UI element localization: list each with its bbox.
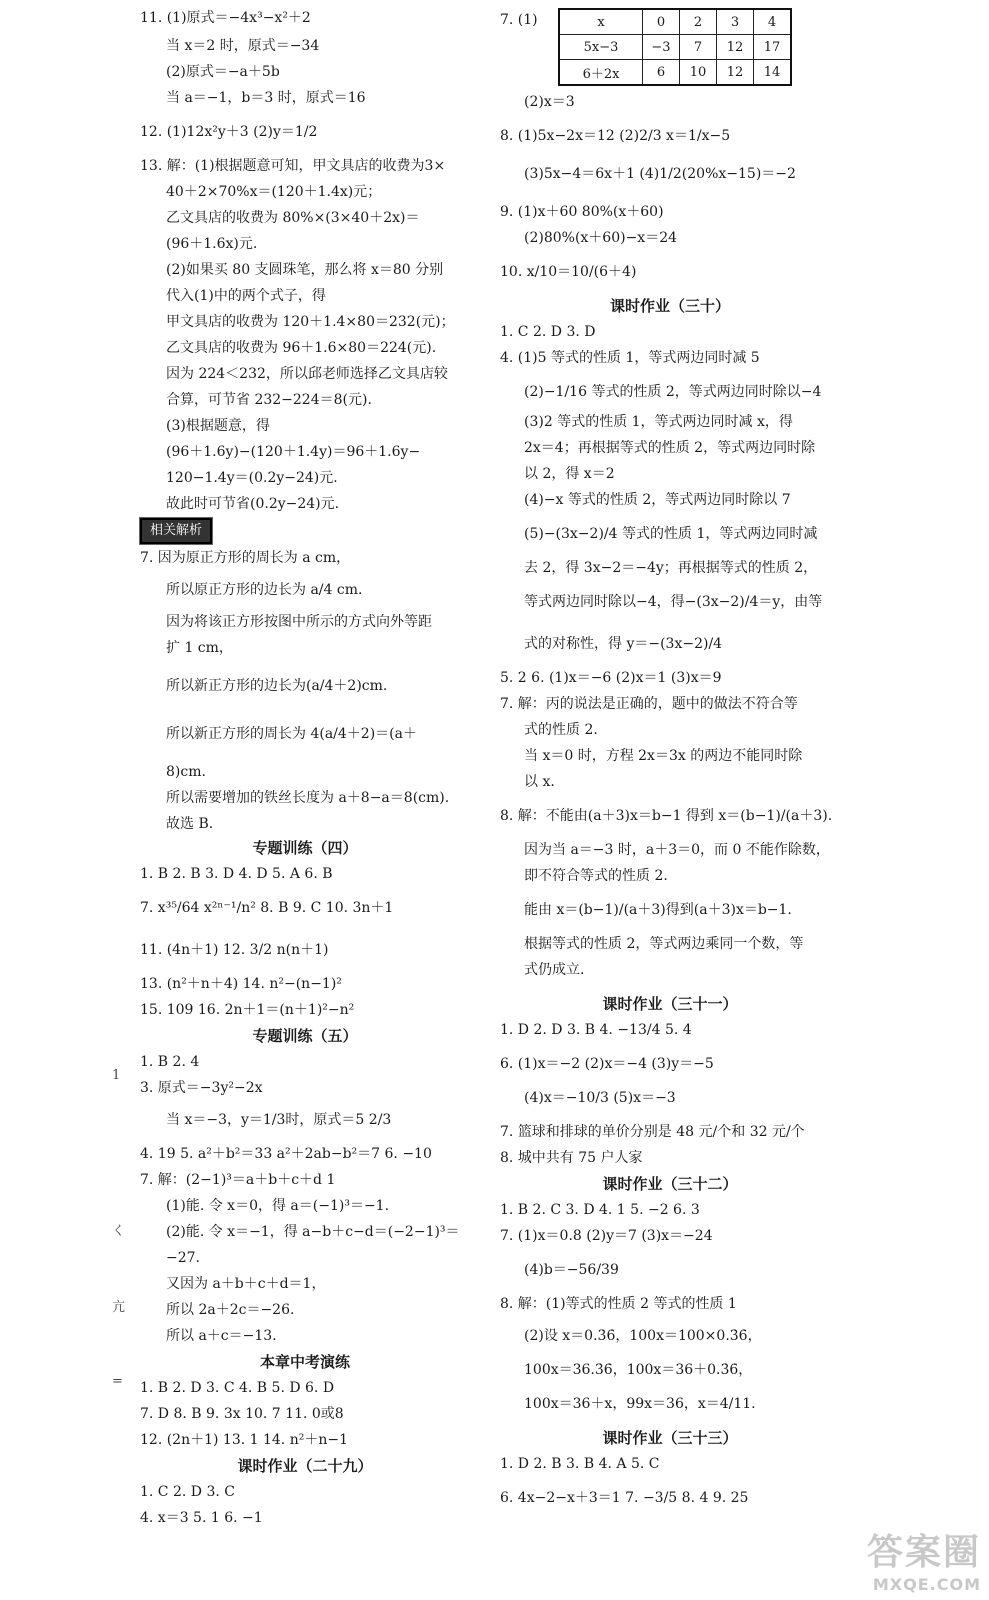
answer-line: 11. (4n＋1) 12. 3/2 n(n＋1) — [140, 942, 329, 958]
answer-line: (3)根据题意，得 — [166, 418, 270, 434]
answer-line: 13. (n²＋n＋4) 14. n²−(n−1)² — [140, 976, 342, 992]
section-heading: 专题训练（四） — [252, 839, 358, 857]
answer-line: (3)5x−4＝6x＋1 (4)1/2(20%x−15)＝−2 — [524, 166, 796, 182]
answer-line: (96＋1.6x)元. — [166, 236, 258, 252]
margin-mark: 亢 — [112, 1300, 126, 1315]
answer-line: 所以 a＋c＝−13. — [166, 1328, 277, 1344]
answer-line: 即不符合等式的性质 2. — [524, 868, 668, 884]
answer-line: 7. 解：(2−1)³＝a＋b＋c＋d 1 — [140, 1172, 336, 1188]
answer-line: 当 x＝2 时，原式＝−34 — [166, 38, 320, 54]
answer-line: 1. B 2. C 3. D 4. 1 5. −2 6. 3 — [500, 1202, 700, 1218]
answer-line: 12. (1)12x²y＋3 (2)y＝1/2 — [140, 124, 318, 140]
table-cell: 6 — [643, 60, 680, 86]
answer-line: (2)80%(x＋60)−x＝24 — [524, 230, 678, 246]
answer-line: 式仍成立. — [524, 962, 585, 978]
answer-line: (4)x＝−10/3 (5)x＝−3 — [524, 1090, 676, 1106]
table-cell: 2 — [680, 9, 717, 35]
table-cell: 3 — [717, 9, 754, 35]
table-row — [559, 60, 791, 86]
answer-line: 故选 B. — [166, 816, 214, 832]
answer-line: 7. x³⁵/64 x²ⁿ⁻¹/n² 8. B 9. C 10. 3n＋1 — [140, 900, 394, 916]
table-cell: 6＋2x — [559, 60, 643, 86]
table-cell: 12 — [717, 60, 754, 86]
answer-line: 以 x. — [524, 774, 555, 790]
answer-line: 13. 解：(1)根据题意可知，甲文具店的收费为3× — [140, 158, 446, 174]
answer-line: 合算，可节省 232−224＝8(元). — [166, 392, 372, 408]
table-cell: 4 — [754, 9, 792, 35]
answer-line: 又因为 a＋b＋c＋d＝1， — [166, 1276, 326, 1292]
answer-line: 1. D 2. B 3. B 4. A 5. C — [500, 1456, 660, 1472]
table-question-number: 7. (1) — [500, 12, 538, 28]
watermark-url: MXQE.COM — [872, 1575, 981, 1594]
answer-line: 所以需要增加的铁丝长度为 a＋8−a＝8(cm). — [166, 790, 450, 806]
answer-line: 所以 2a＋2c＝−26. — [166, 1302, 295, 1318]
section-heading: 课时作业（三十二） — [602, 1175, 738, 1193]
answer-line: 乙文具店的收费为 96＋1.6×80＝224(元). — [166, 340, 437, 356]
answer-line: 11. (1)原式＝−4x³−x²＋2 — [140, 10, 311, 26]
table-cell: 17 — [754, 35, 792, 60]
answer-line: 能由 x＝(b−1)/(a＋3)得到(a＋3)x＝b−1. — [524, 902, 792, 918]
answer-line: 所以新正方形的周长为 4(a/4＋2)＝(a＋ — [166, 726, 417, 742]
margin-mark: = — [112, 1374, 123, 1389]
answer-line: 8. 城中共有 75 户人家 — [500, 1150, 643, 1166]
answer-line: 因为当 a＝−3 时，a＋3＝0，而 0 不能作除数， — [524, 842, 830, 858]
section-heading: 课时作业（三十） — [609, 297, 730, 315]
answer-line: 12. (2n＋1) 13. 1 14. n²＋n−1 — [140, 1432, 348, 1448]
answer-line: 去 2，得 3x−2＝−4y；再根据等式的性质 2， — [524, 560, 818, 576]
margin-mark: 1 — [112, 1068, 121, 1083]
section-heading: 课时作业（三十三） — [602, 1429, 738, 1447]
answer-line: 4. (1)5 等式的性质 1，等式两边同时减 5 — [500, 350, 760, 366]
answer-line: 所以新正方形的边长为(a/4＋2)cm. — [166, 678, 388, 694]
watermark-logo: 答案圈 — [866, 1532, 981, 1573]
answer-line: (2)−1/16 等式的性质 2，等式两边同时除以−4 — [524, 384, 822, 400]
answer-line: 4. x＝3 5. 1 6. −1 — [140, 1510, 263, 1526]
answer-line: 100x＝36.3̇6̇，100x＝36＋0.3̇6̇， — [524, 1362, 753, 1378]
answer-line: 甲文具店的收费为 120＋1.4×80＝232(元)； — [166, 314, 455, 330]
table-row — [559, 9, 791, 35]
answer-line: 乙文具店的收费为 80%×(3×40＋2x)＝ — [166, 210, 420, 226]
answer-line: (96＋1.6y)−(120＋1.4y)＝96＋1.6y− — [166, 444, 421, 460]
answer-line: 1. D 2. D 3. B 4. −13/4 5. 4 — [500, 1022, 692, 1038]
table-cell: 5x−3 — [559, 35, 643, 60]
answer-line: 8)cm. — [166, 764, 206, 780]
answer-line: 7. D 8. B 9. 3x 10. 7 11. 0或8 — [140, 1406, 344, 1422]
table-cell: x — [559, 9, 643, 35]
answer-line: 1. B 2. B 3. D 4. D 5. A 6. B — [140, 866, 333, 882]
answer-line: (2)如果买 80 支圆珠笔，那么将 x＝80 分别 — [166, 262, 444, 278]
answer-line: (2)x＝3 — [524, 94, 575, 110]
answer-line: 式的性质 2. — [524, 722, 598, 738]
answer-line: 1. C 2. D 3. C — [140, 1484, 235, 1500]
answer-line: 等式两边同时除以−4，得−(3x−2)/4＝y，由等 — [524, 594, 823, 610]
answer-line: 扩 1 cm， — [166, 640, 233, 656]
margin-mark: く — [112, 1224, 126, 1239]
table-cell: 7 — [680, 35, 717, 60]
related-analysis-badge — [140, 518, 212, 544]
answer-line: (2)设 x＝0.3̇6̇，100x＝100×0.3̇6̇， — [524, 1328, 762, 1344]
table-cell: 14 — [754, 60, 792, 86]
answer-line: 故此时可节省(0.2y−24)元. — [166, 496, 340, 512]
answer-line: 所以原正方形的边长为 a/4 cm. — [166, 582, 363, 598]
answer-line: 因为将该正方形按图中所示的方式向外等距 — [166, 614, 432, 630]
answer-line: 7. 篮球和排球的单价分别是 48 元/个和 32 元/个 — [500, 1124, 805, 1140]
table-row — [559, 35, 791, 60]
answer-line: 根据等式的性质 2，等式两边乘同一个数，等 — [524, 936, 804, 952]
answer-line: 8. 解：不能由(a＋3)x＝b−1 得到 x＝(b−1)/(a＋3). — [500, 808, 833, 824]
answer-line: (3)2 等式的性质 1，等式两边同时减 x，得 — [524, 414, 793, 430]
answer-line: (4)−x 等式的性质 2，等式两边同时除以 7 — [524, 492, 791, 508]
table-cell: −3 — [643, 35, 680, 60]
answer-line: 100x＝36＋x，99x＝36，x＝4/11. — [524, 1396, 756, 1412]
table-cell: 12 — [717, 35, 754, 60]
answer-line: 代入(1)中的两个式子，得 — [166, 288, 326, 304]
answer-line: 6. (1)x＝−2 (2)x＝−4 (3)y＝−5 — [500, 1056, 714, 1072]
answer-line: 当 a＝−1，b＝3 时，原式＝16 — [166, 90, 366, 106]
answer-line: 1. C 2. D 3. D — [500, 324, 596, 340]
answer-line: 8. 解：(1)等式的性质 2 等式的性质 1 — [500, 1296, 737, 1312]
answer-line: 10. x/10＝10/(6＋4) — [500, 264, 637, 280]
table-cell: 10 — [680, 60, 717, 86]
answer-line: 6. 4x−2−x＋3＝1 7. −3/5 8. 4 9. 25 — [500, 1490, 749, 1506]
answer-line: (2)能. 令 x＝−1，得 a−b＋c−d＝(−2−1)³＝ — [166, 1224, 460, 1240]
table-cell: 0 — [643, 9, 680, 35]
answer-line: 15. 109 16. 2n＋1＝(n＋1)²−n² — [140, 1002, 355, 1018]
value-table — [558, 8, 792, 86]
answer-line: 7. 因为原正方形的周长为 a cm， — [140, 550, 351, 566]
answer-line: (1)能. 令 x＝0，得 a＝(−1)³＝−1. — [166, 1198, 390, 1214]
answer-line: 3. 原式＝−3y²−2x — [140, 1080, 263, 1096]
answer-line: 5. 2 6. (1)x＝−6 (2)x＝1 (3)x＝9 — [500, 670, 722, 686]
answer-line: 2x＝4；再根据等式的性质 2，等式两边同时除 — [524, 440, 816, 456]
answer-line: (5)−(3x−2)/4 等式的性质 1，等式两边同时减 — [524, 526, 818, 542]
answer-line: 8. (1)5x−2x＝12 (2)2/3 x＝1/x−5 — [500, 128, 731, 144]
answer-line: 120−1.4y＝(0.2y−24)元. — [166, 470, 338, 486]
section-heading: 课时作业（二十九） — [237, 1457, 373, 1475]
answer-line: 1. B 2. 4 — [140, 1054, 200, 1070]
answer-line: (4)b＝−56/39 — [524, 1262, 619, 1278]
answer-line: 7. (1)x＝0.8 (2)y＝7 (3)x＝−24 — [500, 1228, 713, 1244]
section-heading: 专题训练（五） — [252, 1027, 358, 1045]
answer-line: 1. B 2. D 3. C 4. B 5. D 6. D — [140, 1380, 335, 1396]
section-heading: 本章中考演练 — [259, 1353, 350, 1371]
answer-line: 4. 19 5. a²＋b²＝33 a²＋2ab−b²＝7 6. −10 — [140, 1146, 432, 1162]
answer-line: −27. — [166, 1250, 200, 1266]
answer-line: 当 x＝0 时，方程 2x＝3x 的两边不能同时除 — [524, 748, 803, 764]
answer-line: 7. 解：丙的说法是正确的，题中的做法不符合等 — [500, 696, 798, 712]
badge-label: 相关解析 — [140, 518, 212, 544]
watermark — [867, 1524, 981, 1594]
answer-line: 因为 224＜232，所以邱老师选择乙文具店较 — [166, 366, 448, 382]
answer-line: 式的对称性，得 y＝−(3x−2)/4 — [524, 636, 723, 652]
answer-line: 以 2，得 x＝2 — [524, 466, 615, 482]
answer-line: 40＋2×70%x＝(120＋1.4x)元； — [166, 184, 382, 200]
answer-line: (2)原式＝−a＋5b — [166, 64, 280, 80]
answer-line: 9. (1)x＋60 80%(x＋60) — [500, 204, 664, 220]
answer-line: 当 x＝−3，y＝1/3时，原式＝5 2/3 — [166, 1112, 392, 1128]
section-heading: 课时作业（三十一） — [602, 995, 738, 1013]
